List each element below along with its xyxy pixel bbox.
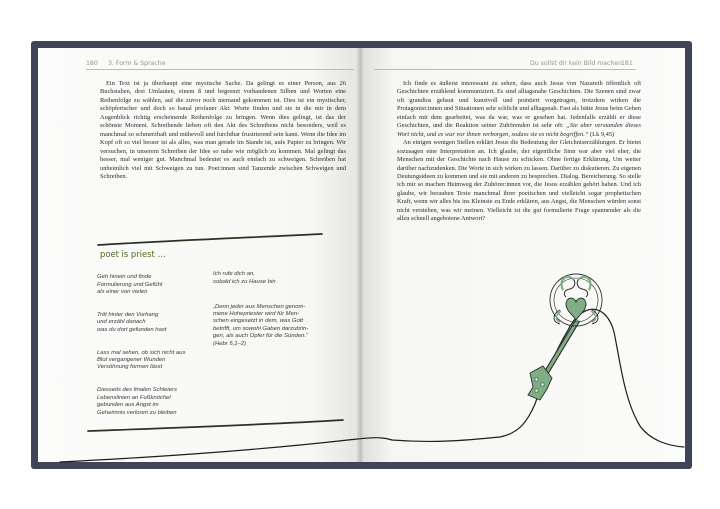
left-section-title: 3. Form & Sprache [108, 60, 166, 67]
bible-reference: (Lk 9,45) [590, 130, 615, 138]
poem-stanza: Geh hinein und finde Formulierung und Gefühl als einer von vielen [97, 274, 163, 296]
hand-drawn-ground-line [60, 309, 684, 462]
poem-stanza: Tritt hinter den Vorhang und erzähl danach was du dort gefunden hast [97, 312, 167, 333]
bible-quote: „Sie aber verstanden dieses Wort nicht, und es war vor ihnen verborgen, sodass sie es nicht begriffen.“ [397, 122, 642, 138]
right-paragraph-1-text: Ich finde es äußerst interessant zu sehen, dass auch Jesus von Nazareth öffentlich oft Geschichten erzählend kommuniziert. Es sind alltagsnahe Geschichten. Die Szenen sind zwar oft grandios gebaut und kunstvoll und pointiert vorgetragen, trotzdem wirken die Protagonist:innen und Situationen sehr schlicht und alltagsnah. Fast als hätte Jesus beim Gehen einfach mit dem gearbeitet, was da war, was er gesehen hat. Jedenfalls erzählt er diese Geschichten, und die Reaktion seiner Zuhörenden ist sehr oft: [397, 80, 641, 130]
left-page-number: 180 [86, 60, 98, 67]
poem-stanza: Lass mal sehen, ob sich nicht aus Blut vergangener Wunden Versöhnung formen lässt [97, 349, 186, 371]
poet-box-bottom-line [88, 420, 343, 431]
right-paragraph-2: An einigen wenigen Stellen erklärt Jesus die Bedeutung der Gleichniserzählungen. Er bietet sozusagen eine Interpretation an. Ich glaube, der eigentliche Sinn war aber viel eher, die Menschen mit der Geschichte nach Hause zu schicken. Ohne fertige Erklärung. Um weiter darüber nachzudenken. Die Worte in sich wirken zu lassen. Darüber zu diskutieren. Zu eigenen Deutungsideen zu kommen und sie mit anderen zu besprechen. Dialog. Bereicherung. So stelle ich mir so machen Heimweg der Zuhörer:innen vor, die Jesus erzählen gehört haben. Und ich glaube, wir berauben Texte manchmal ihrer poetischen und vielleicht sogar prophetischen Kraft, wenn wir alles bis ins Kleinste zu Ende erklären, aus Angst, die Menschen würden sonst nicht verstehen, was wir meinen. Vielleicht ist die gut formulierte Frage spannender als die allzu schnell angebotene Antwort? [397, 139, 641, 223]
right-section-title: Du sollst dir kein Bild machen [530, 60, 623, 67]
poet-box-top-line [98, 234, 322, 245]
key-icon [528, 274, 602, 400]
left-paragraph: Ein Text ist ja überhaupt eine mystische Sache. Da gelingt es einer Person, aus 26 Buchstaben, drei Umlauten, einem ß und begrenzt vorhandenen Silben und Worten eine Reihenfolge zu wählen, auf die zuvor noch niemand gekommen ist. Dies ist ein mystischer, schöpferischer und doch so banal profaner Akt: Worte finden und sie in die mir in dem Augenblick richtig erscheinende Reihenfolge zu bringen. Wenn dies gelingt, ist das der schönste Moment. Schreibende lieben oft den Akt des Schreibens nicht besonders, weil es manchmal so schmerzhaft und mühevoll und furchtbar frustrierend sein kann. Wenn die Idee im Kopf oft so viel besser ist als alles, was man gerade im Stande ist, aufs Papier zu bringen. Wir versuchen, in unserem Schreiben der Idee so nahe wie möglich zu kommen. Mal gelingt das besser, mal weniger gut. Manchmal bedeutet es auch einfach zu schweigen. Schreiben hat unheimlich viel mit Schweigen zu tun. Poet:innen sind Tanzende zwischen Schweigen und Schreiben. [100, 80, 346, 180]
poem-quote: „Denn jeder aus Menschen genom- mene Hohepriester wird für Men- schen eingesetzt in dem, was Gott betrifft, um sowohl Gaben darzubrin- gen, als auch Opfer für die Sünden.“ (Hebr 5,1–2) [213, 303, 309, 347]
poem-stanza: Ich rufe dich an, sobald ich zu Hause bin [213, 271, 276, 285]
poem-stanza: Diesseits des finalen Schleiers Lebenslinien an Fußknöchel gebunden aus Angst im Geheimnis verloren zu bleiben [97, 387, 177, 416]
poet-box-heading: poet is priest … [100, 249, 166, 259]
right-page-number: 181 [621, 60, 633, 67]
